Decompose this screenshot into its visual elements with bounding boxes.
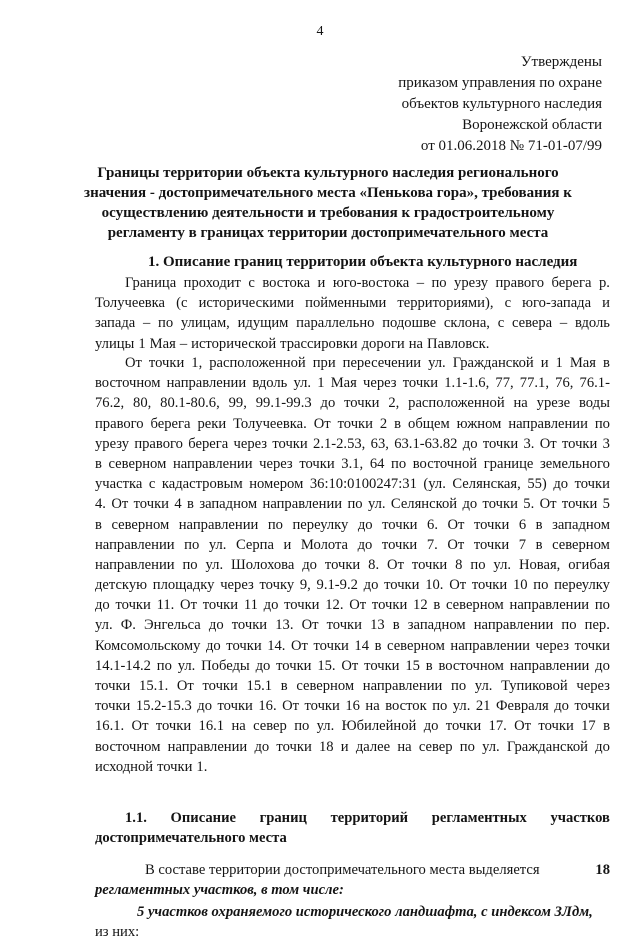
paragraph-line: регламентных участков, в том числе: (95, 882, 344, 899)
paragraph-line: запада – по улицам, идущим параллельно подошве склона, с севера – вдоль (95, 315, 610, 332)
title-line: регламенту в границах территории достопримечательного места (107, 225, 549, 241)
paragraph-line: детскую площадку через точку 9, 9.1-9.2 до точки 10. От точки 10 по переулку (95, 577, 610, 594)
paragraph-line (95, 860, 610, 880)
title-line: Границы территории объекта культурного наследия регионального (97, 165, 559, 181)
paragraph-line: От точки 1, расположенной при пересечении ул. Гражданской и 1 Мая в (125, 355, 610, 371)
paragraph-line: из них: (95, 924, 140, 941)
approval-line: Утверждены (520, 54, 602, 70)
paragraph-line: 76.2, 80, 80.1-80.6, 99, 99.1-99.3 до точки 2, расположенной на урезе воды (95, 395, 610, 412)
approval-line: Воронежской области (462, 117, 602, 133)
paragraph-line: Комсомольскому до точки 14. От точки 14 в северном направлении через точки (95, 637, 610, 654)
section-heading: 1. Описание границ территории объекта культурного наследия (148, 254, 578, 270)
paragraph-line: улицы 1 Мая – исторической трассировки дороги на Павловск. (95, 335, 490, 352)
approval-block (398, 52, 602, 157)
paragraph-line: восточном направлении до точки 18 и далее на север по ул. Гражданской до (95, 738, 610, 755)
paragraph-line: направлении по ул. Серпа и Молота до точки 7. От точки 7 в северном (95, 536, 610, 553)
subsection-heading (95, 808, 610, 848)
paragraph-line: точки 15.2-15.3 до точки 16. От точки 16 на восток по ул. 21 Февраля до точки (95, 698, 610, 715)
paragraph-line: 4. От точки 4 в западном направлении по ул. Селянской до точки 5. От точки 5 (95, 496, 610, 513)
subsection-line: достопримечательного места (95, 830, 287, 847)
paragraph-line: правого берега реки Толучеевка. От точки 2 в общем южном направлении по (95, 415, 610, 432)
paragraph-line: восточном направлении вдоль ул. 1 Мая через точки 1.1-1.6, 77, 77.1, 76, 76.1- (95, 375, 610, 392)
paragraph-line: участка с кадастровым номером 36:10:0100247:31 (ул. Селянская, 55) до точки (95, 476, 610, 493)
paragraph-line: Толучеевка (с историческими пойменными территориями), с юго-запада и (95, 295, 610, 312)
approval-line: от 01.06.2018 № 71-01-07/99 (420, 138, 602, 154)
paragraph-boundary-overview (95, 273, 610, 354)
paragraph-line: направлении по ул. Шолохова до точки 8. От точки 8 по ул. Новая, огибая (95, 556, 610, 573)
paragraph-line: 16.1. От точки 16.1 на север по ул. Юбилейной до точки 17. От точки 17 в (95, 718, 610, 735)
paragraph-line: урезу правого берега через точки 2.1-2.53, 63, 63.1-63.82 до точки 3. От точки 3 (95, 435, 610, 452)
paragraph-line: 14.1-14.2 по ул. Победы до точки 15. От точки 15 в восточном направлении до (95, 657, 610, 674)
page-number: 4 (316, 24, 324, 39)
paragraph-line: в северном направлении через точки 3.1, 64 по восточной границе земельного (95, 455, 610, 472)
paragraph-plots (95, 860, 610, 900)
paragraph-text: В составе территории достопримечательного места выделяется (145, 862, 540, 878)
subsection-line: 1.1. Описание границ территорий регламентных участков (125, 810, 610, 826)
paragraph-line: до точки 11. От точки 11 до точки 12. От точки 12 в северном направлении по (95, 597, 610, 614)
title-line: осуществлению деятельности и требования к градостроительному (101, 205, 555, 221)
paragraph-line: ул. Ф. Энгельса до точки 13. От точки 13 в западном направлении по пер. (95, 617, 610, 634)
paragraph-landscape (95, 902, 610, 942)
document-title (84, 163, 572, 243)
paragraph-line: 5 участков охраняемого исторического ландшафта, с индексом ЗЛдм, (137, 904, 593, 920)
paragraph-line: точки 15.1. От точки 15.1 в северном направлении по ул. Тупиковой через (95, 678, 610, 694)
paragraph-boundary-points (95, 353, 610, 777)
paragraph-line: исходной точки 1. (95, 758, 208, 775)
approval-line: приказом управления по охране (398, 75, 602, 91)
plot-count: 18 (595, 862, 610, 878)
approval-line: объектов культурного наследия (401, 96, 602, 112)
title-line: значения - достопримечательного места «Пенькова гора», требования к (84, 185, 572, 201)
paragraph-line: в северном направлении по переулку до точки 6. От точки 6 в западном (95, 516, 610, 533)
paragraph-line: Граница проходит с востока и юго-востока – по урезу правого берега р. (125, 275, 610, 291)
